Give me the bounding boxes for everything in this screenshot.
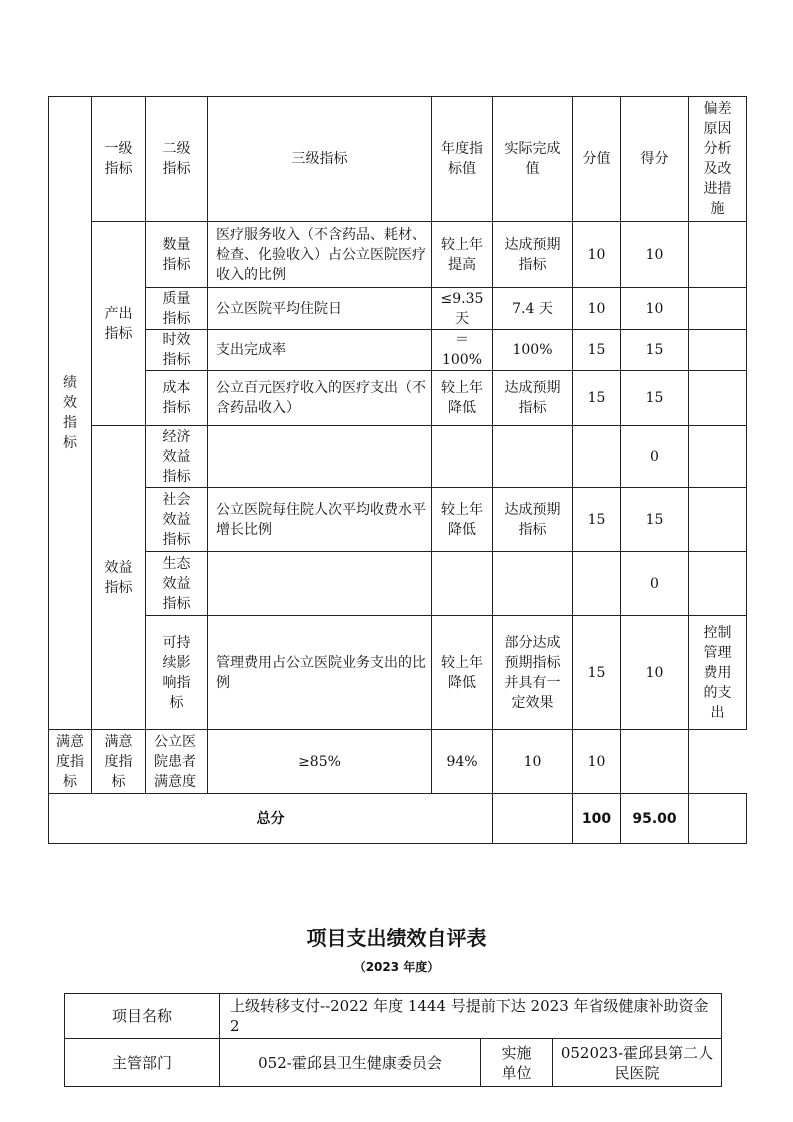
score-cell: 10	[573, 730, 621, 794]
level3-cell: 公立百元医疗收入的医疗支出（不含药品收入）	[208, 371, 432, 426]
performance-indicator-table	[48, 96, 747, 844]
level2-cell: 成本 指标	[146, 371, 208, 426]
table-row	[49, 616, 747, 730]
target-cell	[432, 426, 493, 488]
table-row	[49, 552, 747, 616]
actual-cell: 94%	[432, 730, 493, 794]
actual-cell	[493, 552, 573, 616]
level2-cell: 可持 续影 响指 标	[146, 616, 208, 730]
total-deviation	[689, 794, 747, 844]
deviation-cell	[689, 288, 747, 330]
deviation-cell: 控制 管理 费用 的支 出	[689, 616, 747, 730]
deviation-cell	[689, 330, 747, 371]
level2-cell: 经济 效益 指标	[146, 426, 208, 488]
form-subtitle: （2023 年度）	[353, 960, 440, 974]
deviation-cell	[689, 222, 747, 288]
total-score: 95.00	[621, 794, 689, 844]
score-value-cell: 15	[573, 330, 621, 371]
target-cell: ＝100%	[432, 330, 493, 371]
project-info-table	[64, 993, 722, 1087]
target-cell: 较上年 降低	[432, 371, 493, 426]
target-cell	[432, 552, 493, 616]
project-name-label: 项目名称	[65, 994, 220, 1039]
deviation-cell	[621, 730, 689, 794]
level2-cell: 满意 度指 标	[92, 730, 146, 794]
score-value-cell: 10	[493, 730, 573, 794]
target-cell: ≤9.35 天	[432, 288, 493, 330]
level3-cell: 公立医院患者满意度	[146, 730, 208, 794]
target-cell: 较上年 提高	[432, 222, 493, 288]
level3-cell	[208, 426, 432, 488]
score-cell: 15	[621, 371, 689, 426]
level2-cell: 生态 效益 指标	[146, 552, 208, 616]
level3-cell: 支出完成率	[208, 330, 432, 371]
header-score: 得分	[621, 97, 689, 222]
header-row	[49, 97, 747, 222]
actual-cell	[493, 426, 573, 488]
total-row	[49, 794, 747, 844]
level3-cell: 医疗服务收入（不含药品、耗材、检查、化验收入）占公立医院医疗收入的比例	[208, 222, 432, 288]
table-row	[49, 288, 747, 330]
level2-cell: 时效 指标	[146, 330, 208, 371]
actual-cell: 7.4 天	[493, 288, 573, 330]
header-level3: 三级指标	[208, 97, 432, 222]
level2-cell: 质量 指标	[146, 288, 208, 330]
header-deviation: 偏差 原因 分析 及改 进措 施	[689, 97, 747, 222]
group-label-cell: 绩 效 指 标	[49, 97, 92, 730]
table-row	[49, 730, 747, 794]
level1-benefit: 效益 指标	[92, 426, 146, 730]
actual-cell: 部分达成 预期指标 并具有一 定效果	[493, 616, 573, 730]
target-cell: ≥85%	[208, 730, 432, 794]
actual-cell: 达成预期 指标	[493, 222, 573, 288]
level3-cell: 管理费用占公立医院业务支出的比例	[208, 616, 432, 730]
score-cell: 0	[621, 552, 689, 616]
actual-cell: 达成预期 指标	[493, 488, 573, 552]
header-actual: 实际完成 值	[493, 97, 573, 222]
score-cell: 0	[621, 426, 689, 488]
score-value-cell: 10	[573, 288, 621, 330]
score-cell: 15	[621, 488, 689, 552]
dept-value: 052-霍邱县卫生健康委员会	[220, 1039, 481, 1087]
table-row	[49, 330, 747, 371]
actual-cell: 100%	[493, 330, 573, 371]
header-score-value: 分值	[573, 97, 621, 222]
level3-cell: 公立医院平均住院日	[208, 288, 432, 330]
deviation-cell	[689, 488, 747, 552]
table-row	[49, 488, 747, 552]
score-value-cell	[573, 426, 621, 488]
level1-satisfaction: 满意 度指 标	[49, 730, 92, 794]
header-target: 年度指 标值	[432, 97, 493, 222]
level2-cell: 数量 指标	[146, 222, 208, 288]
table-row	[49, 371, 747, 426]
table-row	[49, 222, 747, 288]
table-row	[49, 426, 747, 488]
dept-label: 主管部门	[65, 1039, 220, 1087]
impl-unit-value: 052023-霍邱县第二人 民医院	[553, 1039, 722, 1087]
level3-cell: 公立医院每住院人次平均收费水平增长比例	[208, 488, 432, 552]
score-value-cell: 15	[573, 616, 621, 730]
target-cell: 较上年 降低	[432, 488, 493, 552]
impl-unit-label: 实施 单位	[481, 1039, 553, 1087]
project-name-row	[65, 994, 722, 1039]
score-value-cell: 15	[573, 371, 621, 426]
level2-cell: 社会 效益 指标	[146, 488, 208, 552]
deviation-cell	[689, 371, 747, 426]
deviation-cell	[689, 552, 747, 616]
deviation-cell	[689, 426, 747, 488]
header-level2: 二级 指标	[146, 97, 208, 222]
score-value-cell	[573, 552, 621, 616]
total-label: 总分	[49, 794, 493, 844]
score-value-cell: 15	[573, 488, 621, 552]
form-title: 项目支出绩效自评表	[306, 926, 487, 950]
score-cell: 10	[621, 616, 689, 730]
target-cell: 较上年 降低	[432, 616, 493, 730]
total-score-value: 100	[573, 794, 621, 844]
score-cell: 10	[621, 288, 689, 330]
score-cell: 10	[621, 222, 689, 288]
score-value-cell: 10	[573, 222, 621, 288]
project-name-value: 上级转移支付--2022 年度 1444 号提前下达 2023 年省级健康补助资金 2	[220, 994, 722, 1039]
department-row	[65, 1039, 722, 1087]
level1-output: 产出 指标	[92, 222, 146, 426]
score-cell: 15	[621, 330, 689, 371]
header-level1: 一级 指标	[92, 97, 146, 222]
level3-cell	[208, 552, 432, 616]
actual-cell: 达成预期 指标	[493, 371, 573, 426]
total-blank	[493, 794, 573, 844]
